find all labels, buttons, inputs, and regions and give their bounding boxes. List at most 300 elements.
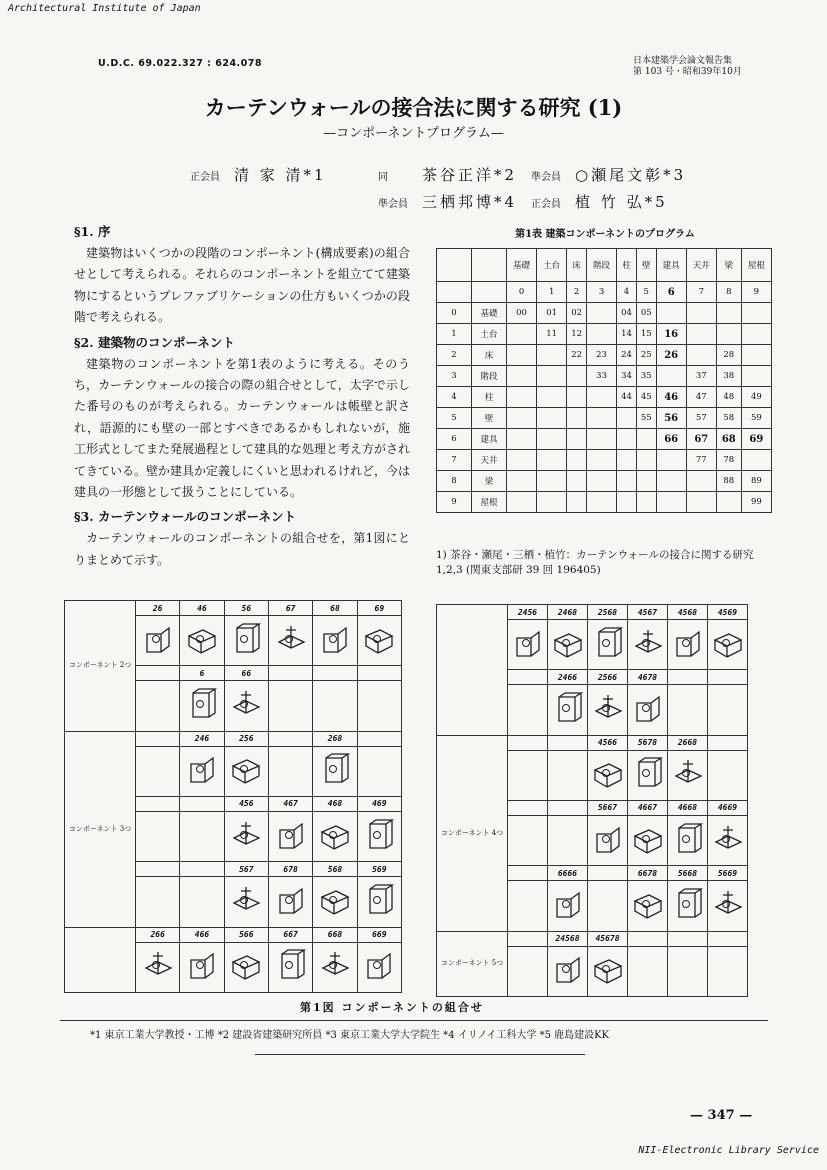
- combination-sketch: [548, 750, 588, 800]
- row-name: 床: [472, 345, 507, 366]
- combination-code: [708, 670, 748, 685]
- table-cell: [636, 471, 656, 492]
- table-cell: 56: [656, 408, 686, 429]
- combination-sketch: [224, 877, 268, 927]
- combination-sketch: [588, 815, 628, 865]
- combination-sketch: [508, 815, 548, 865]
- combination-sketch: [628, 750, 668, 800]
- combination-code: 56: [224, 601, 268, 616]
- component-sketch-icon: [671, 756, 705, 790]
- combination-code: 4567: [628, 605, 668, 620]
- table-cell: 67: [686, 429, 716, 450]
- combination-sketch: [136, 877, 180, 927]
- combination-sketch: [708, 620, 748, 670]
- table-cell: 45: [636, 387, 656, 408]
- combination-sketch: [668, 881, 708, 931]
- combination-code: 268: [313, 731, 357, 746]
- combination-sketch: [224, 746, 268, 796]
- table-cell: [586, 450, 616, 471]
- component-sketch-icon: [274, 622, 308, 656]
- combination-code: 668: [313, 927, 357, 942]
- combination-sketch: [313, 746, 357, 796]
- combination-code: 69: [357, 601, 401, 616]
- combination-code: 6678: [628, 866, 668, 881]
- table-cell: [656, 366, 686, 387]
- column-number: 2: [567, 282, 587, 303]
- combination-code: [136, 796, 180, 811]
- table-cell: 12: [567, 324, 587, 345]
- combination-code: 2466: [548, 670, 588, 685]
- table-number-row: [437, 282, 772, 303]
- component-sketch-icon: [631, 887, 665, 921]
- combination-sketch: [313, 681, 357, 731]
- combination-code: [508, 735, 548, 750]
- table-cell: [507, 492, 537, 513]
- combination-sketch: [268, 746, 312, 796]
- table-cell: 28: [716, 345, 741, 366]
- combination-sketch: [268, 811, 312, 861]
- group-label: コンポーネント 4つ: [437, 735, 508, 931]
- figure-code-row: [437, 735, 748, 750]
- table-row: [437, 471, 772, 492]
- table-cell: [716, 492, 741, 513]
- combination-code: 4669: [708, 800, 748, 815]
- table-cell: [656, 471, 686, 492]
- udc-code: U.D.C. 69.022.327 : 624.078: [98, 58, 262, 69]
- row-name: 柱: [472, 387, 507, 408]
- combination-code: [508, 670, 548, 685]
- component-sketch-icon: [141, 622, 175, 656]
- table-row: [437, 450, 772, 471]
- combination-sketch: [357, 942, 401, 992]
- combination-sketch: [628, 685, 668, 735]
- table-cell: [586, 303, 616, 324]
- combination-sketch: [708, 815, 748, 865]
- section-text: 建築物のコンポーネントを第1表のように考える。そのうち，カーテンウォールの接合の際の組合せとして，太字で示した番号のものが考えられる。カーテンウォールは帳壁と訳され，語源的にも壁の一部とすべきであるかもしれないが，施工形式としてまた発展過程として建具的な処理と考え方がされてきている。壁か建具か定義しにくいと思われるけれど，今は建具の一形態として扱うことにしている。: [74, 356, 411, 500]
- combination-sketch: [224, 681, 268, 731]
- component-sketch-icon: [318, 948, 352, 982]
- column-number: 3: [586, 282, 616, 303]
- table-cell: 35: [636, 366, 656, 387]
- combination-code: [588, 866, 628, 881]
- combination-sketch: [224, 811, 268, 861]
- table-cell: 23: [586, 345, 616, 366]
- section-text: カーテンウォールのコンポーネントの組合せを，第1図にとりまとめて示す。: [74, 531, 410, 567]
- component-sketch-icon: [185, 622, 219, 656]
- row-number: 1: [437, 324, 472, 345]
- table-row: [437, 324, 772, 345]
- combination-code: 5669: [708, 866, 748, 881]
- table-row: [437, 387, 772, 408]
- table-cell: 47: [686, 387, 716, 408]
- table-cell: 02: [567, 303, 587, 324]
- combination-sketch: [548, 946, 588, 996]
- component-sketch-icon: [274, 818, 308, 852]
- combination-code: 5667: [588, 800, 628, 815]
- footnote-divider: [255, 1054, 585, 1055]
- combination-sketch: [708, 946, 748, 996]
- combination-code: [668, 931, 708, 946]
- combination-sketch: [180, 877, 224, 927]
- combination-code: [357, 666, 401, 681]
- component-sketch-icon: [711, 887, 745, 921]
- component-sketch-icon: [318, 818, 352, 852]
- author-role: 準会員: [531, 172, 562, 183]
- journal-name: 日本建築学会論文報告集: [633, 56, 733, 66]
- table-cell: [617, 450, 637, 471]
- component-combination-table: [64, 600, 402, 993]
- combination-sketch: [508, 620, 548, 670]
- combination-sketch: [708, 685, 748, 735]
- table-cell: [567, 429, 587, 450]
- combination-code: 456: [224, 796, 268, 811]
- combination-sketch: [268, 616, 312, 666]
- table-row: [437, 429, 772, 450]
- component-sketch-icon: [591, 691, 625, 725]
- combination-sketch: [313, 942, 357, 992]
- author-role: 同: [378, 172, 388, 183]
- table-cell: 16: [656, 324, 686, 345]
- combination-sketch: [548, 815, 588, 865]
- column-header: 屋根: [741, 249, 771, 282]
- combination-sketch: [548, 881, 588, 931]
- combination-sketch: [668, 750, 708, 800]
- column-number: 9: [741, 282, 771, 303]
- table-cell: 05: [636, 303, 656, 324]
- combination-sketch: [136, 942, 180, 992]
- combination-sketch: [357, 616, 401, 666]
- combination-sketch: [628, 946, 668, 996]
- column-number: 4: [617, 282, 637, 303]
- component-sketch-icon: [185, 752, 219, 786]
- combination-code: 2468: [548, 605, 588, 620]
- table-cell: [537, 492, 567, 513]
- combination-code: 566: [224, 927, 268, 942]
- column-header: 階段: [586, 249, 616, 282]
- combination-code: 4568: [668, 605, 708, 620]
- combination-code: [708, 931, 748, 946]
- footnotes: *1 東京工業大学教授・工博 *2 建設省建築研究所員 *3 東京工業大学大学院生 *4 イリノイ工科大学 *5 鹿島建設KK: [90, 1030, 610, 1041]
- table-cell: 49: [741, 387, 771, 408]
- combination-code: 24568: [548, 931, 588, 946]
- table-cell: [656, 303, 686, 324]
- combination-code: [357, 731, 401, 746]
- figure-code-row: [65, 731, 402, 746]
- table-cell: 77: [686, 450, 716, 471]
- component-sketch-icon: [551, 887, 585, 921]
- column-number: 1: [537, 282, 567, 303]
- table-cell: 26: [656, 345, 686, 366]
- column-number: 6: [656, 282, 686, 303]
- table-row: [437, 408, 772, 429]
- table-row: [437, 345, 772, 366]
- table-cell: [567, 366, 587, 387]
- combination-code: 26: [136, 601, 180, 616]
- combination-code: [708, 735, 748, 750]
- table-cell: 22: [567, 345, 587, 366]
- table-cell: [537, 345, 567, 366]
- combination-code: [136, 666, 180, 681]
- table-cell: [507, 429, 537, 450]
- component-sketch-icon: [362, 818, 396, 852]
- table-cell: [656, 450, 686, 471]
- combination-code: 266: [136, 927, 180, 942]
- table-cell: 24: [617, 345, 637, 366]
- table-cell: [507, 366, 537, 387]
- combination-code: [548, 800, 588, 815]
- combination-code: 467: [268, 796, 312, 811]
- author-name: 茶谷正洋*2: [422, 166, 518, 184]
- table-cell: [617, 429, 637, 450]
- combination-sketch: [588, 685, 628, 735]
- column-header: 梁: [716, 249, 741, 282]
- section-text: 建築物はいくつかの段階のコンポーネント(構成要素)の組合せとして考えられる。それらのコンポーネントを組立てて建築物にするというプレファブリケーションの仕方もいくつかの段階で考えられる。: [74, 246, 410, 325]
- component-sketch-icon: [274, 883, 308, 917]
- table-cell: [617, 471, 637, 492]
- table-cell: [537, 450, 567, 471]
- combination-sketch: [224, 942, 268, 992]
- combination-code: [180, 796, 224, 811]
- figure-caption: [300, 999, 484, 1015]
- table-cell: 34: [617, 366, 637, 387]
- column-header: 天井: [686, 249, 716, 282]
- table-cell: [741, 345, 771, 366]
- combination-sketch: [668, 620, 708, 670]
- component-sketch-icon: [631, 756, 665, 790]
- table-cell: [586, 387, 616, 408]
- combination-sketch: [548, 620, 588, 670]
- row-name: 土台: [472, 324, 507, 345]
- combination-code: [136, 862, 180, 877]
- table-cell: [686, 492, 716, 513]
- component-sketch-icon: [274, 948, 308, 982]
- combination-code: 46: [180, 601, 224, 616]
- author-row: [378, 190, 700, 217]
- combination-sketch: [224, 616, 268, 666]
- combination-code: [180, 862, 224, 877]
- combination-sketch: [508, 946, 548, 996]
- figure-code-row: [437, 605, 748, 620]
- combination-code: 4569: [708, 605, 748, 620]
- table-cell: [537, 408, 567, 429]
- combination-code: 567: [224, 862, 268, 877]
- combination-code: 67: [268, 601, 312, 616]
- table-cell: 04: [617, 303, 637, 324]
- table-cell: [567, 450, 587, 471]
- combination-sketch: [668, 685, 708, 735]
- combination-sketch: [357, 746, 401, 796]
- combination-sketch: [180, 681, 224, 731]
- component-sketch-icon: [185, 687, 219, 721]
- combination-code: 4668: [668, 800, 708, 815]
- row-name: 天井: [472, 450, 507, 471]
- table-caption: 第1表 建築コンポーネントのプログラム: [515, 229, 695, 240]
- combination-code: 2456: [508, 605, 548, 620]
- combination-code: 2566: [588, 670, 628, 685]
- author-row: [190, 163, 700, 190]
- figure-code-row: [65, 927, 402, 942]
- table-cell: [567, 492, 587, 513]
- combination-sketch: [548, 685, 588, 735]
- table-cell: [741, 366, 771, 387]
- combination-code: [268, 731, 312, 746]
- figure-code-row: [65, 601, 402, 616]
- figure-right-panel: [436, 604, 748, 997]
- table-cell: [507, 408, 537, 429]
- component-sketch-icon: [229, 818, 263, 852]
- group-label: コンポーネント 5つ: [437, 931, 508, 996]
- table-cell: 99: [741, 492, 771, 513]
- footnote-divider: [60, 1020, 768, 1021]
- component-sketch-icon: [551, 952, 585, 986]
- component-sketch-icon: [229, 687, 263, 721]
- table-cell: 66: [656, 429, 686, 450]
- row-number: 7: [437, 450, 472, 471]
- page-number: — 347 —: [690, 1108, 753, 1123]
- author-role: 準会員: [378, 199, 408, 210]
- combination-code: [548, 735, 588, 750]
- combination-code: [313, 666, 357, 681]
- table-cell: [537, 429, 567, 450]
- combination-sketch: [628, 881, 668, 931]
- combination-code: 569: [357, 862, 401, 877]
- column-header: 柱: [617, 249, 637, 282]
- table-cell: [586, 492, 616, 513]
- combination-sketch: [588, 881, 628, 931]
- combination-code: 5668: [668, 866, 708, 881]
- combination-sketch: [668, 946, 708, 996]
- combination-sketch: [668, 815, 708, 865]
- table-cell: 38: [716, 366, 741, 387]
- group-label: コンポーネント 2つ: [65, 601, 136, 732]
- author-role: 正会員: [190, 172, 220, 183]
- journal-issue: 第 103 号・昭和39年10月: [633, 67, 742, 77]
- combination-sketch: [268, 942, 312, 992]
- table-header-row: [437, 249, 772, 282]
- author-role: 正会員: [531, 199, 562, 210]
- component-sketch-icon: [711, 822, 745, 856]
- table-cell: [537, 471, 567, 492]
- combination-code: 469: [357, 796, 401, 811]
- table-cell: [686, 324, 716, 345]
- table-cell: [567, 408, 587, 429]
- row-name: 壁: [472, 408, 507, 429]
- combination-sketch: [180, 942, 224, 992]
- column-number: 8: [716, 282, 741, 303]
- section-heading: §2. 建築物のコンポーネント: [74, 334, 235, 350]
- author-name: 三栖邦博*4: [422, 193, 518, 211]
- table-cell: 25: [636, 345, 656, 366]
- row-name: 屋根: [472, 492, 507, 513]
- table-cell: 01: [537, 303, 567, 324]
- group-label: コンポーネント 3つ: [65, 731, 136, 927]
- table-cell: [656, 492, 686, 513]
- combination-sketch: [313, 616, 357, 666]
- component-sketch-icon: [671, 887, 705, 921]
- combination-code: 256: [224, 731, 268, 746]
- table-cell: 37: [686, 366, 716, 387]
- combination-sketch: [180, 811, 224, 861]
- component-sketch-icon: [551, 626, 585, 660]
- figure-left-panel: [64, 600, 402, 993]
- table-cell: [636, 450, 656, 471]
- table-cell: 68: [716, 429, 741, 450]
- combination-code: 669: [357, 927, 401, 942]
- table-cell: [537, 387, 567, 408]
- table-cell: [617, 408, 637, 429]
- row-number: 8: [437, 471, 472, 492]
- row-number: 5: [437, 408, 472, 429]
- row-number: 4: [437, 387, 472, 408]
- combination-sketch: [180, 616, 224, 666]
- combination-code: 45678: [588, 931, 628, 946]
- table-cell: 15: [636, 324, 656, 345]
- component-sketch-icon: [229, 752, 263, 786]
- table-row: [437, 303, 772, 324]
- combination-sketch: [508, 881, 548, 931]
- combination-sketch: [136, 616, 180, 666]
- combination-sketch: [708, 750, 748, 800]
- table-row: [437, 492, 772, 513]
- combination-sketch: [588, 620, 628, 670]
- table-cell: 58: [716, 408, 741, 429]
- component-sketch-icon: [631, 691, 665, 725]
- component-sketch-icon: [591, 822, 625, 856]
- section-heading: §1. 序: [74, 224, 111, 239]
- archive-footer: NII-Electronic Library Service: [638, 1145, 819, 1156]
- component-sketch-icon: [318, 622, 352, 656]
- combination-code: 246: [180, 731, 224, 746]
- table-cell: [741, 324, 771, 345]
- component-sketch-icon: [511, 626, 545, 660]
- combination-sketch: [136, 681, 180, 731]
- row-name: 建具: [472, 429, 507, 450]
- component-sketch-icon: [229, 948, 263, 982]
- component-sketch-icon: [711, 626, 745, 660]
- combination-code: 68: [313, 601, 357, 616]
- table-cell: [636, 492, 656, 513]
- table-cell: [686, 471, 716, 492]
- component-sketch-icon: [362, 883, 396, 917]
- combination-code: 2568: [588, 605, 628, 620]
- table-cell: [741, 303, 771, 324]
- table-cell: [567, 471, 587, 492]
- table-cell: [586, 408, 616, 429]
- group-label: [437, 605, 508, 736]
- column-header: 床: [567, 249, 587, 282]
- combination-code: [268, 666, 312, 681]
- combination-sketch: [357, 681, 401, 731]
- component-combination-table: [436, 604, 748, 997]
- row-name: 基礎: [472, 303, 507, 324]
- combination-code: 66: [224, 666, 268, 681]
- table-cell: 33: [586, 366, 616, 387]
- column-header: 基礎: [507, 249, 537, 282]
- combination-code: 4667: [628, 800, 668, 815]
- combination-code: [668, 670, 708, 685]
- section-heading: §3. カーテンウォールのコンポーネント: [74, 509, 296, 525]
- author-name: 植 竹 弘*5: [575, 193, 668, 211]
- combination-code: 4678: [628, 670, 668, 685]
- combination-sketch: [313, 877, 357, 927]
- table-cell: [586, 324, 616, 345]
- table-corner: [472, 249, 507, 282]
- component-sketch-icon: [229, 883, 263, 917]
- component-sketch-icon: [671, 822, 705, 856]
- table-cell: [716, 303, 741, 324]
- component-sketch-icon: [185, 948, 219, 982]
- table-cell: [586, 471, 616, 492]
